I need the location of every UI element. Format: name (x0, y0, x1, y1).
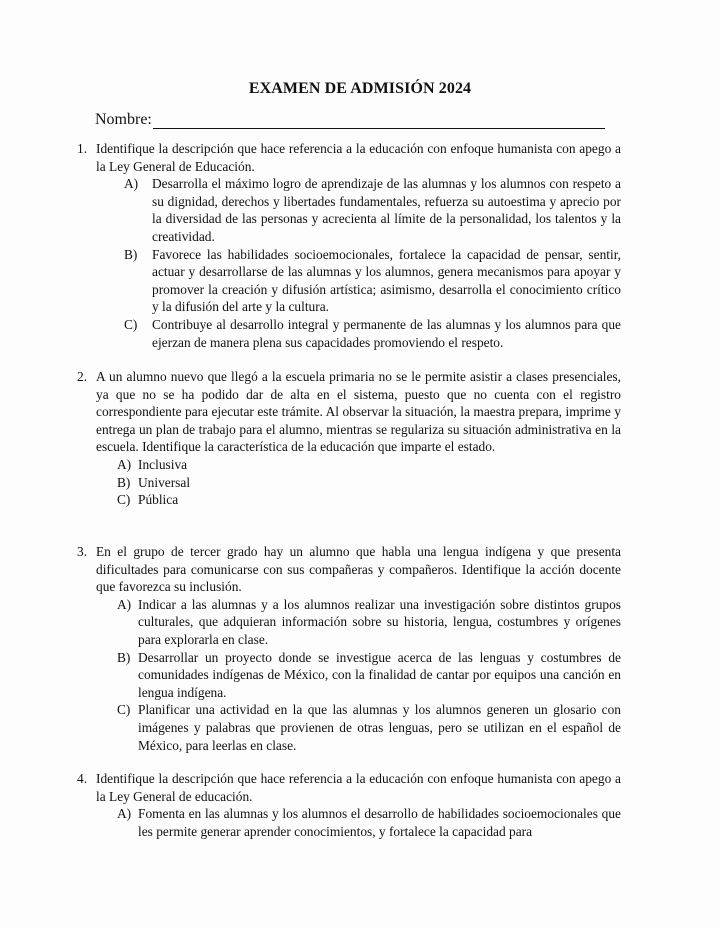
question-number: 1. (77, 141, 88, 156)
name-field (95, 111, 605, 129)
question-3 (77, 543, 621, 754)
name-label: Nombre: (95, 111, 152, 128)
option-letter: C) (117, 702, 131, 718)
option-c (117, 701, 621, 754)
question-text: Identifique la descripción que hace referencia a la educación con enfoque humanista con apego a la Ley General de educación. (96, 771, 621, 804)
question-text: A un alumno nuevo que llegó a la escuela primaria no se le permite asistir a clases presenciales, ya que no se ha podido dar de alta en el sistema, puesto que no cuenta con el registro correspondiente para ejecutar este trámite. Al observar la situación, la maestra prepara, imprime y entrega un plan de trabajo para el alumno, mientras se regulariza su situación administrativa en la escuela. Identifique la característica de la educación que imparte el estado. (96, 369, 621, 455)
option-text: Desarrollar un proyecto donde se investigue acerca de las lenguas y costumbres de comunidades indígenas de México, con la finalidad de cantar por equipos una canción en lengua indígena. (138, 649, 621, 700)
question-number: 3. (77, 544, 88, 559)
option-letter: A) (117, 456, 132, 472)
option-list (117, 456, 621, 509)
option-letter: C) (117, 492, 131, 508)
option-a (124, 175, 621, 245)
option-b (117, 474, 621, 492)
option-list (117, 805, 621, 840)
option-list (124, 175, 621, 351)
option-text: Planificar una actividad en la que las alumnas y los alumnos generen un glosario con imágenes y palabras que provienen de otras lenguas, pero se utilizan en el español de México, para leerlas en clase. (138, 702, 621, 753)
question-text: Identifique la descripción que hace referencia a la educación con enfoque humanista con apego a la Ley General de Educación. (96, 141, 621, 174)
option-letter: B) (117, 649, 131, 665)
option-text: Fomenta en las alumnas y los alumnos el desarrollo de habilidades socioemocionales que les permite generar aprender conocimientos, y fortalece la capacidad para (138, 806, 621, 839)
option-letter: B) (124, 246, 138, 262)
option-c (117, 491, 621, 509)
option-letter: A) (124, 176, 139, 192)
option-a (117, 456, 621, 474)
option-b (117, 649, 621, 702)
name-underline (153, 113, 605, 129)
option-letter: C) (124, 316, 138, 332)
option-letter: A) (117, 806, 132, 822)
question-number: 4. (77, 771, 88, 786)
question-2 (77, 368, 621, 509)
option-a (117, 805, 621, 840)
question-text: En el grupo de tercer grado hay un alumno que habla una lengua indígena y que presenta dificultades para comunicarse con sus compañeras y compañeros. Identifique la acción docente que favorezca su inclusión. (96, 544, 621, 595)
page-title: EXAMEN DE ADMISIÓN 2024 (248, 80, 472, 97)
question-4 (77, 770, 621, 840)
option-text: Desarrolla el máximo logro de aprendizaje de las alumnas y los alumnos con respeto a su dignidad, derechos y libertades fundamentales, refuerza su autoestima y aprecio por la diversidad de las personas y acrecienta al límite de la personalidad, los talentos y la creatividad. (152, 176, 621, 244)
option-text: Contribuye al desarrollo integral y permanente de las alumnas y los alumnos para que ejerzan de manera plena sus capacidades promoviendo el respeto. (152, 316, 621, 350)
question-1 (77, 140, 621, 351)
option-b (124, 246, 621, 316)
option-text: Universal (138, 474, 191, 490)
option-text: Indicar a las alumnas y a los alumnos realizar una investigación sobre distintos grupos culturales, que adquieran información sobre su historia, lengua, costumbres y orígenes para explorarla en clase. (138, 596, 621, 647)
question-number: 2. (77, 369, 88, 384)
option-text: Inclusiva (138, 456, 188, 472)
option-text: Favorece las habilidades socioemocionales, fortalece la capacidad de pensar, sentir, actuar y desarrollarse de las alumnas y los alumnos, genera mecanismos para apoyar y promover la creación y difusión artística; asimismo, desarrolla el conocimiento crítico y la difusión del arte y la cultura. (152, 246, 621, 315)
option-letter: A) (117, 596, 132, 612)
option-text: Pública (138, 492, 179, 508)
option-letter: B) (117, 474, 131, 490)
option-a (117, 596, 621, 649)
option-c (124, 316, 621, 351)
option-list (117, 596, 621, 754)
